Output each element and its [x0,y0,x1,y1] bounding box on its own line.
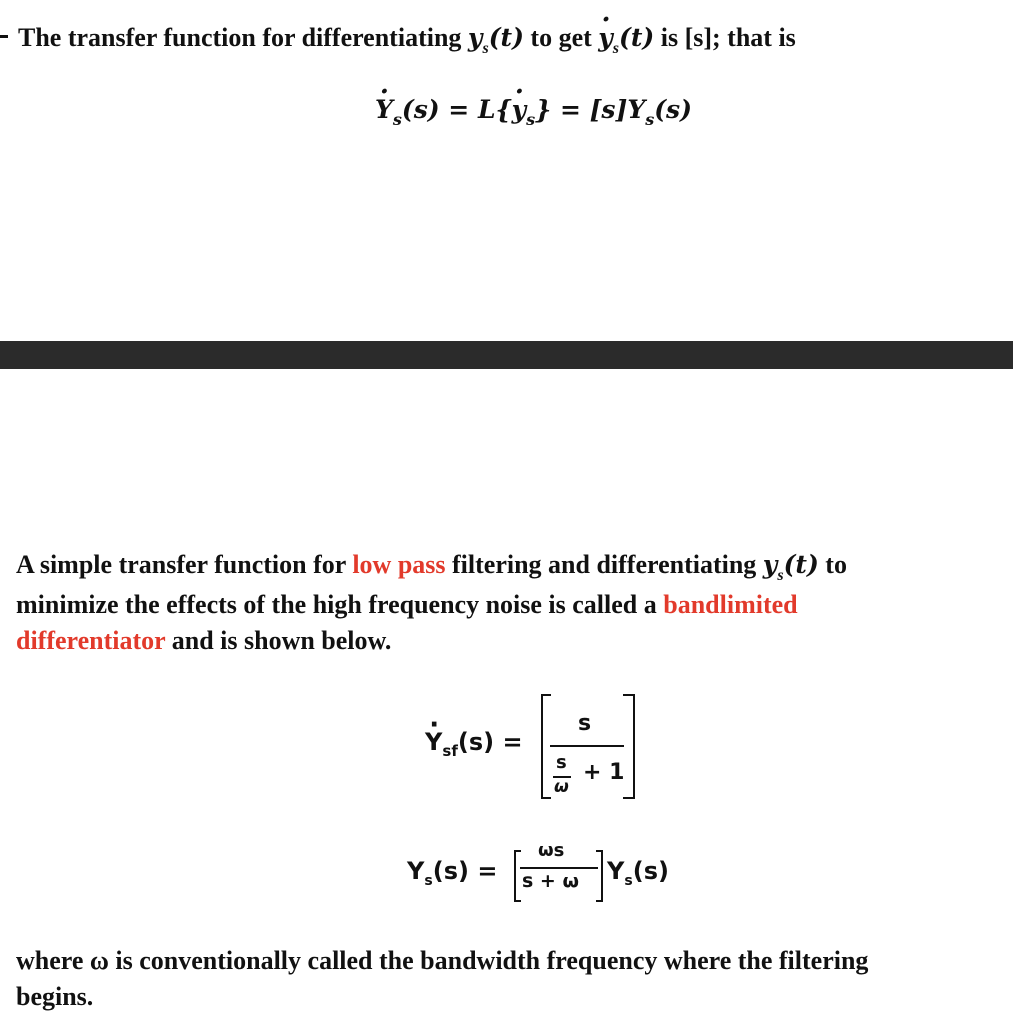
low-pass-highlight: low pass [352,550,446,579]
separator-bar [0,341,1013,369]
intro-text: The transfer function for differentiating $y_s(t)$ to get $y \cdot_s(t)$ is [s]; that is [18,20,796,60]
equation-ys-lhs: $Y_s(s)$ = [407,857,498,889]
equation-ysf-lhs: $Y \cdot_{sf}(s)$ = [425,728,523,756]
ysf-inner-num: s [556,752,567,773]
ysf-fraction-line [550,745,624,747]
ys-denominator: s + ω [522,870,579,892]
ysf-den-tail: + 1 [583,760,625,785]
bullet-marker [0,35,8,38]
differentiator-highlight: differentiator [16,626,166,655]
dot-y: y · [598,20,613,56]
ys-fraction-line [520,867,598,869]
bandlimited-highlight: bandlimited [663,590,798,619]
ys-numerator: ωs [538,840,565,861]
bandlimited-paragraph: A simple transfer function for low pass filtering and differentiating $y_s(t)$ to minimize the effects of the high frequency noise is called a bandlimited differentiator and is shown below. [16,550,847,655]
ys-rhs: $Y_s(s)$ [607,857,669,889]
ysf-numerator: s [578,711,592,736]
closing-paragraph: where ω is conventionally called the bandwidth frequency where the filtering begins. [16,946,869,1011]
equation-derivative: $Y \cdot_s(s) = L\{y \cdot_s\} = [s]Y_s(s)$ [375,95,692,124]
ysf-inner-den: ω [554,777,569,797]
